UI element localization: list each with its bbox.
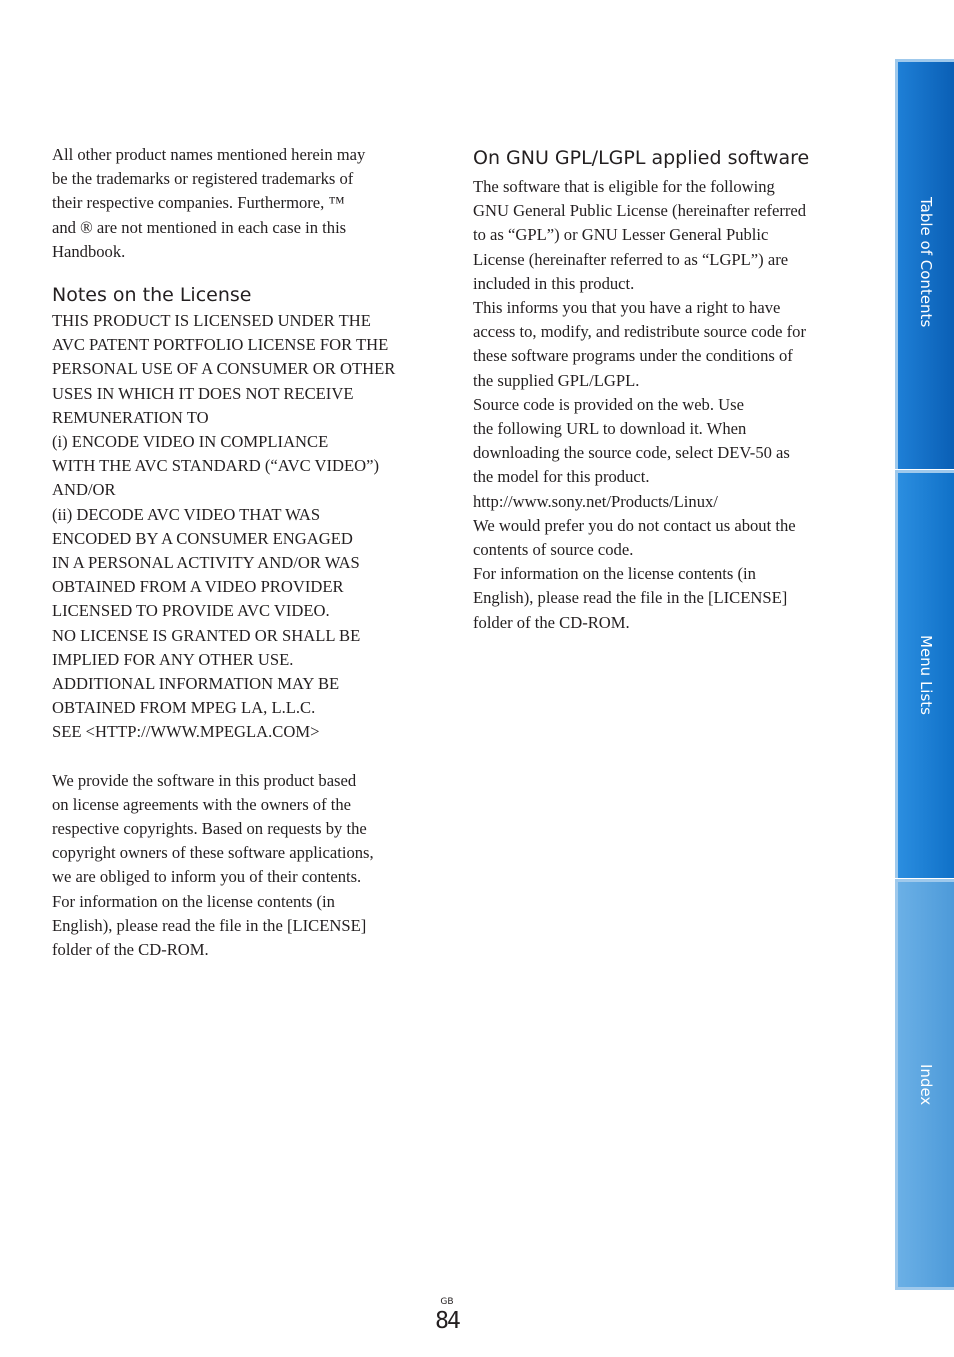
page-number: 84 <box>435 1308 459 1334</box>
gpl-heading: On GNU GPL/LGPL applied software <box>473 147 810 169</box>
tab-table-of-contents[interactable] <box>895 59 954 469</box>
page-region-code: GB <box>440 1297 454 1307</box>
page-footer <box>432 1297 462 1334</box>
left-column <box>52 143 427 962</box>
avc-license-paragraph: THIS PRODUCT IS LICENSED UNDER THE AVC PATENT PORTFOLIO LICENSE FOR THE PERSONAL USE OF A CONSUMER OR OTHER USES IN WHICH IT DOES NOT RECEIVE REMUNERATION TO (i) ENCODE VIDEO IN COMPLIANCE WITH THE AVC STANDARD (“AVC VIDEO”) AND/OR (ii) DECODE AVC VIDEO THAT WAS ENCODED BY A CONSUMER ENGAGED IN A PERSONAL ACTIVITY AND/OR WAS OBTAINED FROM A VIDEO PROVIDER LICENSED TO PROVIDE AVC VIDEO. NO LICENSE IS GRANTED OR SHALL BE IMPLIED FOR ANY OTHER USE. ADDITIONAL INFORMATION MAY BE OBTAINED FROM MPEG LA, L.L.C. SEE <HTTP://WWW.MPEGLA.COM> <box>52 311 396 742</box>
right-column <box>473 143 848 635</box>
tab-menu-lists[interactable] <box>895 470 954 878</box>
tab-index[interactable] <box>895 879 954 1290</box>
license-heading: Notes on the License <box>52 284 252 307</box>
trademark-paragraph: All other product names mentioned herein may be the trademarks or registered trademarks of their respective companies. Furthermore, ™ and ® are not mentioned in each case in this Handbook. <box>52 145 366 261</box>
software-license-paragraph: We provide the software in this product based on license agreements with the owners of the respective copyrights. Based on requests by the copyright owners of these software applications, we are obliged to inform you of their contents. For information on the license contents (in English), please read the file in the [LICENSE] folder of the CD-ROM. <box>52 770 374 960</box>
tab-menu-lists-label: Menu Lists <box>917 635 935 715</box>
tab-index-label: Index <box>917 1064 935 1106</box>
tab-table-of-contents-label: Table of Contents <box>917 197 935 328</box>
gpl-paragraph: The software that is eligible for the following GNU General Public License (hereinafter referred to as “GPL”) or GNU Lesser General Public License (hereinafter referred to as “LGPL”) are included in this product. This informs you that you have a right to have access to, modify, and redistribute source code for these software programs under the conditions of the supplied GPL/LGPL. Source code is provided on the web. Use the following URL to download it. When downloading the source code, select DEV-50 as the model for this product. http://www.sony.net/Products/Linux/ We would prefer you do not contact us about the contents of source code. For information on the license contents (in English), please read the file in the [LICENSE] folder of the CD-ROM. <box>473 177 807 632</box>
